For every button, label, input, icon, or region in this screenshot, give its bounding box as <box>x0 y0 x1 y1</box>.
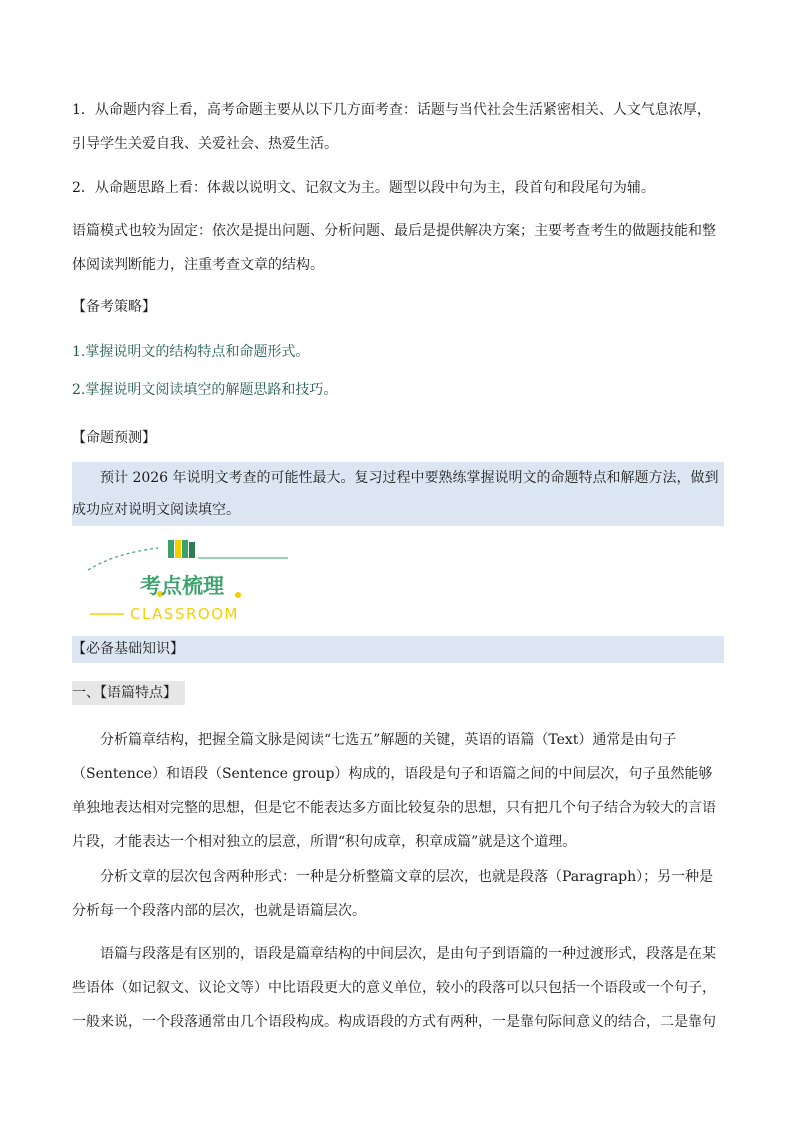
exam-point-2: 2．从命题思路上看：体裁以说明文、记叙文为主。题型以段中句为主，段首句和段尾句为辅。 <box>72 180 655 196</box>
strategy-item-1: 1.掌握说明文的结构特点和命题形式。 <box>72 344 310 360</box>
prediction-text: 预计 2026 年说明文考查的可能性最大。复习过程中要熟练掌握说明文的命题特点和解题方法，做到成功应对说明文阅读填空。 <box>72 470 719 518</box>
logo-title: 考点梳理 <box>140 574 224 598</box>
strategy-heading: 【备考策略】 <box>72 299 156 315</box>
sub-heading-title: 【语篇特点】 <box>100 685 177 701</box>
knowledge-heading-bar <box>72 636 724 663</box>
knowledge-heading: 【必备基础知识】 <box>72 641 184 657</box>
book-icon <box>168 540 174 558</box>
exam-point-1: 1．从命题内容上看，高考命题主要从以下几方面考查：话题与当代社会生活紧密相关、人文气息浓厚，引导学生关爱自我、关爱社会、热爱生活。 <box>72 102 711 152</box>
classroom-logo <box>88 538 288 624</box>
sub-heading <box>72 681 185 705</box>
prediction-box <box>72 462 724 526</box>
discourse-mode-paragraph: 语篇模式也较为固定：依次是提出问题、分析问题、最后是提供解决方案；主要考查考生的做题技能和整体阅读判断能力，注重考查文章的结构。 <box>72 223 716 273</box>
logo-dot-right <box>235 592 241 598</box>
logo-dashed-curve <box>88 548 158 570</box>
logo-subtitle: CLASSROOM <box>130 605 239 623</box>
body-paragraph-2: 分析文章的层次包含两种形式：一种是分析整篇文章的层次，也就是段落（Paragraph）；另一种是分析每一个段落内部的层次，也就是语篇层次。 <box>72 869 714 919</box>
body-paragraph-3: 语篇与段落是有区别的，语段是篇章结构的中间层次，是由句子到语篇的一种过渡形式，段落是在某些语体（如记叙文、议论文等）中比语段更大的意义单位，较小的段落可以只包括一个语段或一个句子，一般来说，一个段落通常由几个语段构成。构成语段的方式有两种，一是靠句际间意义的结合，二是靠句 <box>72 946 716 1030</box>
sub-heading-prefix: 一、 <box>72 685 100 701</box>
prediction-heading: 【命题预测】 <box>72 430 156 446</box>
body-paragraph-1: 分析篇章结构，把握全篇文脉是阅读“七选五”解题的关键，英语的语篇（Text）通常是由句子（Sentence）和语段（Sentence group）构成的，语段是句子和语篇之间的中间层次，句子虽然能够单独地表达相对完整的思想，但是它不能表达多方面比较复杂的思想，只有把几个句子结合为较大的言语片段，才能表达一个相对独立的层意，所谓“积句成章，积章成篇”就是这个道理。 <box>72 732 716 850</box>
strategy-item-2: 2.掌握说明文阅读填空的解题思路和技巧。 <box>72 382 338 398</box>
